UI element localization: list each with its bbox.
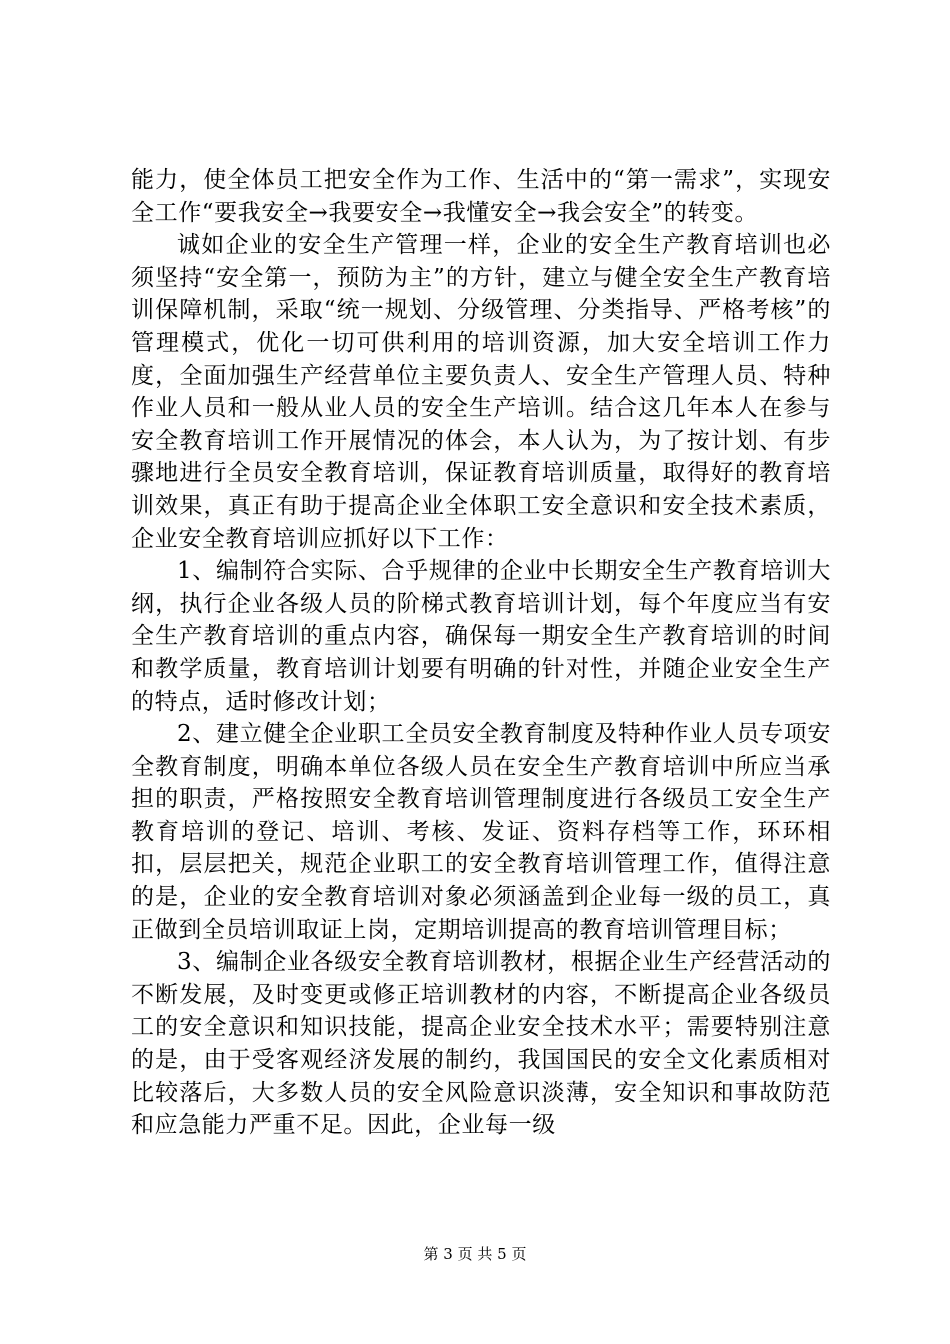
paragraph-continuation: 能力，使全体员工把安全作为工作、生活中的“第一需求”，实现安全工作“要我安全→我要安全→我懂安全→我会安全”的转变。: [131, 167, 831, 226]
paragraph-item-3: 3、编制企业各级安全教育培训教材，根据企业生产经营活动的不断发展，及时变更或修正培训教材的内容，不断提高企业各级员工的安全意识和知识技能，提高企业安全技术水平；需要特别注意的是，由于受客观经济发展的制约，我国国民的安全文化素质相对比较落后，大多数人员的安全风险意识淡薄，安全知识和事故防范和应急能力严重不足。因此，企业每一级: [131, 949, 831, 1139]
paragraph-item-1: 1、编制符合实际、合乎规律的企业中长期安全生产教育培训大纲，执行企业各级人员的阶梯式教育培训计划，每个年度应当有安全生产教育培训的重点内容，确保每一期安全生产教育培训的时间和教学质量，教育培训计划要有明确的针对性，并随企业安全生产的特点，适时修改计划；: [131, 558, 831, 715]
paragraph-intro: 诚如企业的安全生产管理一样，企业的安全生产教育培训也必须坚持“安全第一，预防为主”的方针，建立与健全安全生产教育培训保障机制，采取“统一规划、分级管理、分类指导、严格考核”的管理模式，优化一切可供利用的培训资源，加大安全培训工作力度，全面加强生产经营单位主要负责人、安全生产管理人员、特种作业人员和一般从业人员的安全生产培训。结合这几年本人在参与安全教育培训工作开展情况的体会，本人认为，为了按计划、有步骤地进行全员安全教育培训，保证教育培训质量，取得好的教育培训效果，真正有助于提高企业全体职工安全意识和安全技术素质，企业安全教育培训应抓好以下工作：: [131, 232, 831, 552]
page-footer: 第 3 页 共 5 页: [423, 1245, 527, 1263]
paragraph-item-2: 2、建立健全企业职工全员安全教育制度及特种作业人员专项安全教育制度，明确本单位各级人员在安全生产教育培训中所应当承担的职责，严格按照安全教育培训管理制度进行各级员工安全生产教育培训的登记、培训、考核、发证、资料存档等工作，环环相扣，层层把关，规范企业职工的安全教育培训管理工作，值得注意的是，企业的安全教育培训对象必须涵盖到企业每一级的员工，真正做到全员培训取证上岗，定期培训提高的教育培训管理目标；: [131, 721, 831, 943]
document-body: [131, 164, 831, 1142]
